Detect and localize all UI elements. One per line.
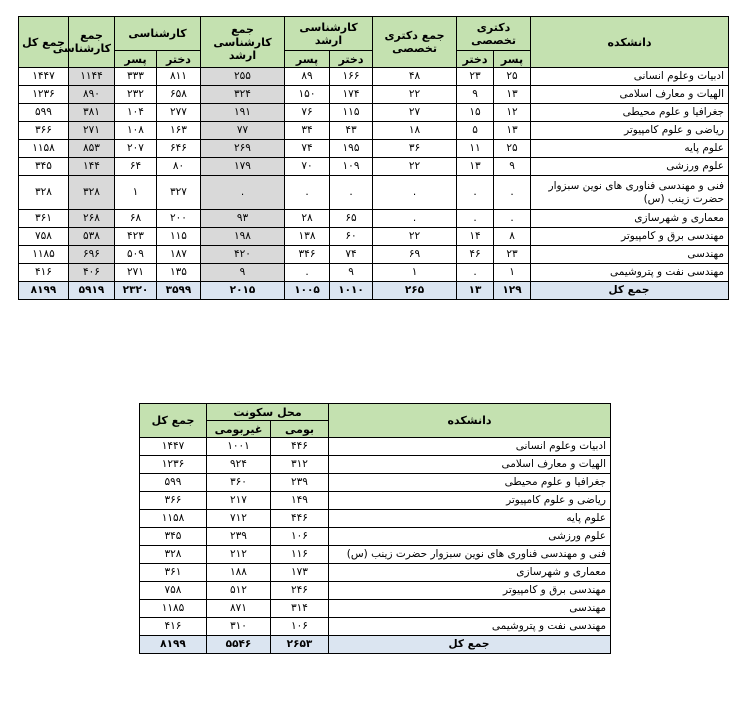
grand-total-cell: ۳۶۱ xyxy=(19,210,69,228)
faculty-cell: ادبیات وعلوم انسانی xyxy=(329,438,611,456)
phd-total-cell: ۲۲ xyxy=(373,86,457,104)
grand-total-cell: ۸۱۹۹ xyxy=(140,636,207,654)
ms-female-cell: ۴۳ xyxy=(330,122,373,140)
ms-male-cell: ۳۴۶ xyxy=(285,246,330,264)
total-row xyxy=(19,282,729,300)
phd-male-cell: ۲۵ xyxy=(494,140,531,158)
header-non-native: غیربومی xyxy=(207,421,271,438)
table-row xyxy=(140,618,611,636)
ms-total-cell: ۹۳ xyxy=(201,210,285,228)
ms-female-cell: ۱۶۶ xyxy=(330,68,373,86)
bs-female-cell: ۶۵۸ xyxy=(157,86,201,104)
ms-total-cell: ۴۲۰ xyxy=(201,246,285,264)
bs-total-cell: ۴۰۶ xyxy=(69,264,115,282)
non-native-cell: ۵۱۲ xyxy=(207,582,271,600)
table-row xyxy=(140,474,611,492)
table-row xyxy=(140,600,611,618)
ms-female-cell: ۷۴ xyxy=(330,246,373,264)
bs-total-cell: ۱۴۴ xyxy=(69,158,115,176)
header-ms: کارشناسی ارشد xyxy=(285,17,373,51)
table-row xyxy=(140,438,611,456)
ms-male-cell: ۱۰۰۵ xyxy=(285,282,330,300)
grand-total-cell: ۳۴۵ xyxy=(19,158,69,176)
phd-male-cell: ۲۳ xyxy=(494,246,531,264)
grand-total-cell: ۷۵۸ xyxy=(140,582,207,600)
faculty-cell: ریاضی و علوم کامپیوتر xyxy=(329,492,611,510)
non-native-cell: ۲۳۹ xyxy=(207,528,271,546)
phd-total-cell: ۴۸ xyxy=(373,68,457,86)
bs-total-cell: ۱۱۴۴ xyxy=(69,68,115,86)
faculty-cell: جمع کل xyxy=(531,282,729,300)
bs-male-cell: ۵۰۹ xyxy=(115,246,157,264)
grand-total-cell: ۱۱۵۸ xyxy=(19,140,69,158)
header-bs-total: جمع کارشناسی xyxy=(69,17,115,68)
phd-male-cell: . xyxy=(494,210,531,228)
faculty-cell: مهندسی برق و کامپیوتر xyxy=(329,582,611,600)
phd-male-cell: ۸ xyxy=(494,228,531,246)
table-row xyxy=(140,582,611,600)
ms-male-cell: . xyxy=(285,176,330,210)
phd-total-cell: ۲۲ xyxy=(373,158,457,176)
table-row xyxy=(19,86,729,104)
phd-male-cell: ۱۳ xyxy=(494,122,531,140)
phd-total-cell: . xyxy=(373,210,457,228)
ms-total-cell: ۳۲۴ xyxy=(201,86,285,104)
total-row xyxy=(140,636,611,654)
phd-female-cell: ۴۶ xyxy=(457,246,494,264)
ms-male-cell: ۲۸ xyxy=(285,210,330,228)
grand-total-cell: ۱۱۵۸ xyxy=(140,510,207,528)
grand-total-cell: ۱۲۳۶ xyxy=(140,456,207,474)
faculty-degree-table-body xyxy=(19,68,729,300)
table-row xyxy=(19,122,729,140)
ms-male-cell: ۷۴ xyxy=(285,140,330,158)
phd-total-cell: . xyxy=(373,176,457,210)
faculty-cell: ریاضی و علوم کامپیوتر xyxy=(531,122,729,140)
native-cell: ۱۰۶ xyxy=(271,528,329,546)
faculty-cell: مهندسی نفت و پتروشیمی xyxy=(531,264,729,282)
header-residence: محل سکونت xyxy=(207,404,329,421)
phd-female-cell: . xyxy=(457,210,494,228)
bs-male-cell: ۱۰۴ xyxy=(115,104,157,122)
faculty-cell: الهیات و معارف اسلامی xyxy=(531,86,729,104)
grand-total-cell: ۴۱۶ xyxy=(140,618,207,636)
faculty-cell: مهندسی xyxy=(531,246,729,264)
grand-total-cell: ۱۲۳۶ xyxy=(19,86,69,104)
header-bs-male: پسر xyxy=(115,51,157,68)
faculty-cell: مهندسی برق و کامپیوتر xyxy=(531,228,729,246)
grand-total-cell: ۴۱۶ xyxy=(19,264,69,282)
native-cell: ۲۴۶ xyxy=(271,582,329,600)
ms-female-cell: ۱۱۵ xyxy=(330,104,373,122)
bs-male-cell: ۶۴ xyxy=(115,158,157,176)
ms-female-cell: ۶۵ xyxy=(330,210,373,228)
faculty-cell: معماری و شهرسازی xyxy=(329,564,611,582)
ms-male-cell: . xyxy=(285,264,330,282)
phd-male-cell: ۱۳ xyxy=(494,86,531,104)
non-native-cell: ۱۰۰۱ xyxy=(207,438,271,456)
grand-total-cell: ۳۶۶ xyxy=(140,492,207,510)
bs-total-cell: ۵۳۸ xyxy=(69,228,115,246)
ms-total-cell: ۲۶۹ xyxy=(201,140,285,158)
ms-female-cell: ۹ xyxy=(330,264,373,282)
table-row xyxy=(19,140,729,158)
header-phd-total: جمع دکتری تخصصی xyxy=(373,17,457,68)
bs-female-cell: ۳۵۹۹ xyxy=(157,282,201,300)
table-row xyxy=(19,158,729,176)
phd-total-cell: ۱۸ xyxy=(373,122,457,140)
ms-total-cell: ۷۷ xyxy=(201,122,285,140)
table-row xyxy=(19,104,729,122)
bs-male-cell: ۱ xyxy=(115,176,157,210)
bs-total-cell: ۲۶۸ xyxy=(69,210,115,228)
bs-female-cell: ۱۸۷ xyxy=(157,246,201,264)
bs-male-cell: ۶۸ xyxy=(115,210,157,228)
ms-total-cell: ۱۷۹ xyxy=(201,158,285,176)
table-row xyxy=(19,264,729,282)
bs-female-cell: ۶۴۶ xyxy=(157,140,201,158)
ms-male-cell: ۷۰ xyxy=(285,158,330,176)
bs-female-cell: ۱۱۵ xyxy=(157,228,201,246)
ms-total-cell: ۹ xyxy=(201,264,285,282)
bs-female-cell: ۱۳۵ xyxy=(157,264,201,282)
faculty-cell: مهندسی xyxy=(329,600,611,618)
bs-male-cell: ۲۳۲ xyxy=(115,86,157,104)
bs-female-cell: ۳۲۷ xyxy=(157,176,201,210)
table-row xyxy=(140,510,611,528)
phd-female-cell: . xyxy=(457,176,494,210)
bs-male-cell: ۲۷۱ xyxy=(115,264,157,282)
native-cell: ۴۴۶ xyxy=(271,510,329,528)
non-native-cell: ۹۲۴ xyxy=(207,456,271,474)
non-native-cell: ۲۱۲ xyxy=(207,546,271,564)
grand-total-cell: ۳۲۸ xyxy=(19,176,69,210)
non-native-cell: ۱۸۸ xyxy=(207,564,271,582)
faculty-cell: ادبیات وعلوم انسانی xyxy=(531,68,729,86)
bs-total-cell: ۵۹۱۹ xyxy=(69,282,115,300)
table-row xyxy=(19,210,729,228)
table-row xyxy=(140,546,611,564)
ms-male-cell: ۳۴ xyxy=(285,122,330,140)
phd-female-cell: ۱۱ xyxy=(457,140,494,158)
native-cell: ۱۱۶ xyxy=(271,546,329,564)
phd-total-cell: ۲۷ xyxy=(373,104,457,122)
faculty-cell: علوم پایه xyxy=(531,140,729,158)
phd-female-cell: ۹ xyxy=(457,86,494,104)
grand-total-cell: ۳۶۱ xyxy=(140,564,207,582)
bs-male-cell: ۱۰۸ xyxy=(115,122,157,140)
phd-total-cell: ۲۲ xyxy=(373,228,457,246)
phd-male-cell: ۹ xyxy=(494,158,531,176)
bs-female-cell: ۸۰ xyxy=(157,158,201,176)
header-phd-female: دختر xyxy=(457,51,494,68)
ms-female-cell: ۱۰۱۰ xyxy=(330,282,373,300)
phd-male-cell: . xyxy=(494,176,531,210)
residence-table-body xyxy=(140,438,611,654)
phd-female-cell: ۱۴ xyxy=(457,228,494,246)
bs-female-cell: ۲۷۷ xyxy=(157,104,201,122)
bs-total-cell: ۸۵۳ xyxy=(69,140,115,158)
ms-female-cell: ۶۰ xyxy=(330,228,373,246)
native-cell: ۲۳۹ xyxy=(271,474,329,492)
non-native-cell: ۷۱۲ xyxy=(207,510,271,528)
bs-total-cell: ۸۹۰ xyxy=(69,86,115,104)
faculty-cell: علوم پایه xyxy=(329,510,611,528)
ms-female-cell: ۱۰۹ xyxy=(330,158,373,176)
phd-total-cell: ۳۶ xyxy=(373,140,457,158)
grand-total-cell: ۱۴۴۷ xyxy=(19,68,69,86)
table-row xyxy=(140,456,611,474)
grand-total-cell: ۱۴۴۷ xyxy=(140,438,207,456)
faculty-cell: الهیات و معارف اسلامی xyxy=(329,456,611,474)
faculty-cell: معماری و شهرسازی xyxy=(531,210,729,228)
phd-female-cell: ۱۳ xyxy=(457,158,494,176)
phd-male-cell: ۱ xyxy=(494,264,531,282)
faculty-degree-table xyxy=(18,16,729,300)
phd-male-cell: ۲۵ xyxy=(494,68,531,86)
grand-total-cell: ۳۴۵ xyxy=(140,528,207,546)
ms-total-cell: ۲۵۵ xyxy=(201,68,285,86)
grand-total-cell: ۱۱۸۵ xyxy=(140,600,207,618)
table-row xyxy=(140,564,611,582)
faculty-cell: علوم ورزشی xyxy=(531,158,729,176)
ms-total-cell: ۱۹۱ xyxy=(201,104,285,122)
bs-total-cell: ۲۷۱ xyxy=(69,122,115,140)
ms-female-cell: ۱۷۴ xyxy=(330,86,373,104)
faculty-cell: فنی و مهندسی فناوری های نوین سبزوار حضرت زینب (س) xyxy=(329,546,611,564)
ms-female-cell: . xyxy=(330,176,373,210)
grand-total-cell: ۵۹۹ xyxy=(140,474,207,492)
phd-total-cell: ۲۶۵ xyxy=(373,282,457,300)
grand-total-cell: ۸۱۹۹ xyxy=(19,282,69,300)
native-cell: ۴۴۶ xyxy=(271,438,329,456)
bs-male-cell: ۲۳۲۰ xyxy=(115,282,157,300)
header-grand-total: جمع کل xyxy=(19,17,69,68)
faculty-cell: جغرافیا و علوم محیطی xyxy=(329,474,611,492)
table-row xyxy=(19,228,729,246)
phd-female-cell: ۲۳ xyxy=(457,68,494,86)
header-faculty: دانشکده xyxy=(329,404,611,438)
bs-female-cell: ۲۰۰ xyxy=(157,210,201,228)
grand-total-cell: ۱۱۸۵ xyxy=(19,246,69,264)
phd-female-cell: ۱۳ xyxy=(457,282,494,300)
header-bs-female: دختر xyxy=(157,51,201,68)
phd-female-cell: . xyxy=(457,264,494,282)
table-row xyxy=(19,176,729,210)
grand-total-cell: ۷۵۸ xyxy=(19,228,69,246)
bs-total-cell: ۶۹۶ xyxy=(69,246,115,264)
header-ms-male: پسر xyxy=(285,51,330,68)
header-ms-female: دختر xyxy=(330,51,373,68)
non-native-cell: ۸۷۱ xyxy=(207,600,271,618)
bs-total-cell: ۳۸۱ xyxy=(69,104,115,122)
header-native: بومی xyxy=(271,421,329,438)
header-phd: دکتری تخصصی xyxy=(457,17,531,51)
header-grand-total: جمع کل xyxy=(140,404,207,438)
header-ms-total: جمع کارشناسی ارشد xyxy=(201,17,285,68)
non-native-cell: ۲۱۷ xyxy=(207,492,271,510)
ms-total-cell: ۲۰۱۵ xyxy=(201,282,285,300)
ms-male-cell: ۱۵۰ xyxy=(285,86,330,104)
phd-total-cell: ۶۹ xyxy=(373,246,457,264)
native-cell: ۳۱۲ xyxy=(271,456,329,474)
bs-male-cell: ۲۰۷ xyxy=(115,140,157,158)
native-cell: ۱۷۳ xyxy=(271,564,329,582)
grand-total-cell: ۵۹۹ xyxy=(19,104,69,122)
header-phd-male: پسر xyxy=(494,51,531,68)
header-bs: کارشناسی xyxy=(115,17,201,51)
phd-female-cell: ۵ xyxy=(457,122,494,140)
bs-total-cell: ۳۲۸ xyxy=(69,176,115,210)
non-native-cell: ۳۶۰ xyxy=(207,474,271,492)
ms-male-cell: ۷۶ xyxy=(285,104,330,122)
header-faculty: دانشکده xyxy=(531,17,729,68)
faculty-cell: فنی و مهندسی فناوری های نوین سبزوار حضرت زینب (س) xyxy=(531,176,729,210)
non-native-cell: ۵۵۴۶ xyxy=(207,636,271,654)
faculty-cell: علوم ورزشی xyxy=(329,528,611,546)
non-native-cell: ۳۱۰ xyxy=(207,618,271,636)
bs-male-cell: ۴۲۳ xyxy=(115,228,157,246)
faculty-cell: مهندسی نفت و پتروشیمی xyxy=(329,618,611,636)
table-row xyxy=(140,528,611,546)
phd-male-cell: ۱۲ xyxy=(494,104,531,122)
native-cell: ۱۰۶ xyxy=(271,618,329,636)
residence-table xyxy=(139,403,611,654)
phd-total-cell: ۱ xyxy=(373,264,457,282)
table-row xyxy=(140,492,611,510)
table-row xyxy=(19,68,729,86)
native-cell: ۱۴۹ xyxy=(271,492,329,510)
faculty-cell: جغرافیا و علوم محیطی xyxy=(531,104,729,122)
ms-total-cell: ۱۹۸ xyxy=(201,228,285,246)
phd-female-cell: ۱۵ xyxy=(457,104,494,122)
ms-total-cell: . xyxy=(201,176,285,210)
ms-female-cell: ۱۹۵ xyxy=(330,140,373,158)
phd-male-cell: ۱۲۹ xyxy=(494,282,531,300)
native-cell: ۳۱۴ xyxy=(271,600,329,618)
grand-total-cell: ۳۶۶ xyxy=(19,122,69,140)
faculty-cell: جمع کل xyxy=(329,636,611,654)
grand-total-cell: ۳۲۸ xyxy=(140,546,207,564)
ms-male-cell: ۱۳۸ xyxy=(285,228,330,246)
bs-female-cell: ۱۶۳ xyxy=(157,122,201,140)
native-cell: ۲۶۵۳ xyxy=(271,636,329,654)
bs-male-cell: ۳۳۳ xyxy=(115,68,157,86)
ms-male-cell: ۸۹ xyxy=(285,68,330,86)
bs-female-cell: ۸۱۱ xyxy=(157,68,201,86)
table-row xyxy=(19,246,729,264)
